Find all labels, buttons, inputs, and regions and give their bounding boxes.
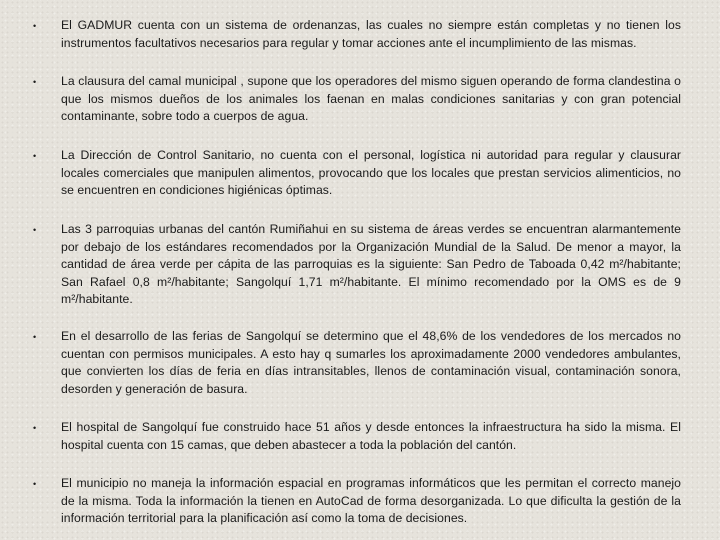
bullet-text: La clausura del camal municipal , supone que los operadores del mismo siguen operando de forma clandestina o que los mismos dueños de los animales los faenan en malas condiciones sanitarias y con gran potencial contaminante, sobre todo a cuerpos de agua. [61, 74, 681, 123]
bullet-marker: • [33, 332, 37, 342]
bullet-marker: • [33, 77, 37, 87]
bullet-marker: • [33, 423, 37, 433]
bullet-marker: • [33, 479, 37, 489]
bullet-text: El hospital de Sangolquí fue construido hace 51 años y desde entonces la infraestructura ha sido la misma. El hospital cuenta con 15 camas, que deben abastecer a toda la población del cantón. [61, 420, 681, 452]
bullet-marker: • [33, 21, 37, 31]
bullet-text: El municipio no maneja la información espacial en programas informáticos que les permitan el correcto manejo de la misma. Toda la información la tienen en AutoCad de forma desorganizada. Lo que dificulta la gestión de la información territorial para la planificación así como la toma de decisiones. [61, 476, 681, 525]
bullet-text: La Dirección de Control Sanitario, no cuenta con el personal, logística ni autoridad para regular y clausurar locales comerciales que manipulen alimentos, provocando que los locales que prestan servicios alimenticios, no se encuentren en condiciones higiénicas óptimas. [61, 148, 681, 197]
bullet-text: En el desarrollo de las ferias de Sangolquí se determino que el 48,6% de los vendedores de los mercados no cuentan con permisos municipales. A esto hay q sumarles los aproximadamente 2000 vendedores ambulantes, que convierten los días de feria en días intransitables, llenos de contaminación visual, contaminación sonora, desorden y generación de basura. [61, 329, 681, 396]
bullet-marker: • [33, 225, 37, 235]
bullet-text: El GADMUR cuenta con un sistema de ordenanzas, las cuales no siempre están completas y no tienen los instrumentos facultativos necesarios para regular y tomar acciones ante el incumplimiento de las mismas. [61, 18, 681, 50]
bullet-text: Las 3 parroquias urbanas del cantón Rumiñahui en su sistema de áreas verdes se encuentran alarmantemente por debajo de los estándares recomendados por la Organización Mundial de la Salud. De menor a mayor, la cantidad de área verde per cápita de las parroquias es la siguiente: San Pedro de Taboada 0,42 m²/habitante; San Rafael 0,8 m²/habitante; Sangolquí 1,71 m²/habitante. El mínimo recomendado por la OMS es de 9 m²/habitante. [61, 222, 681, 306]
bullet-marker: • [33, 151, 37, 161]
